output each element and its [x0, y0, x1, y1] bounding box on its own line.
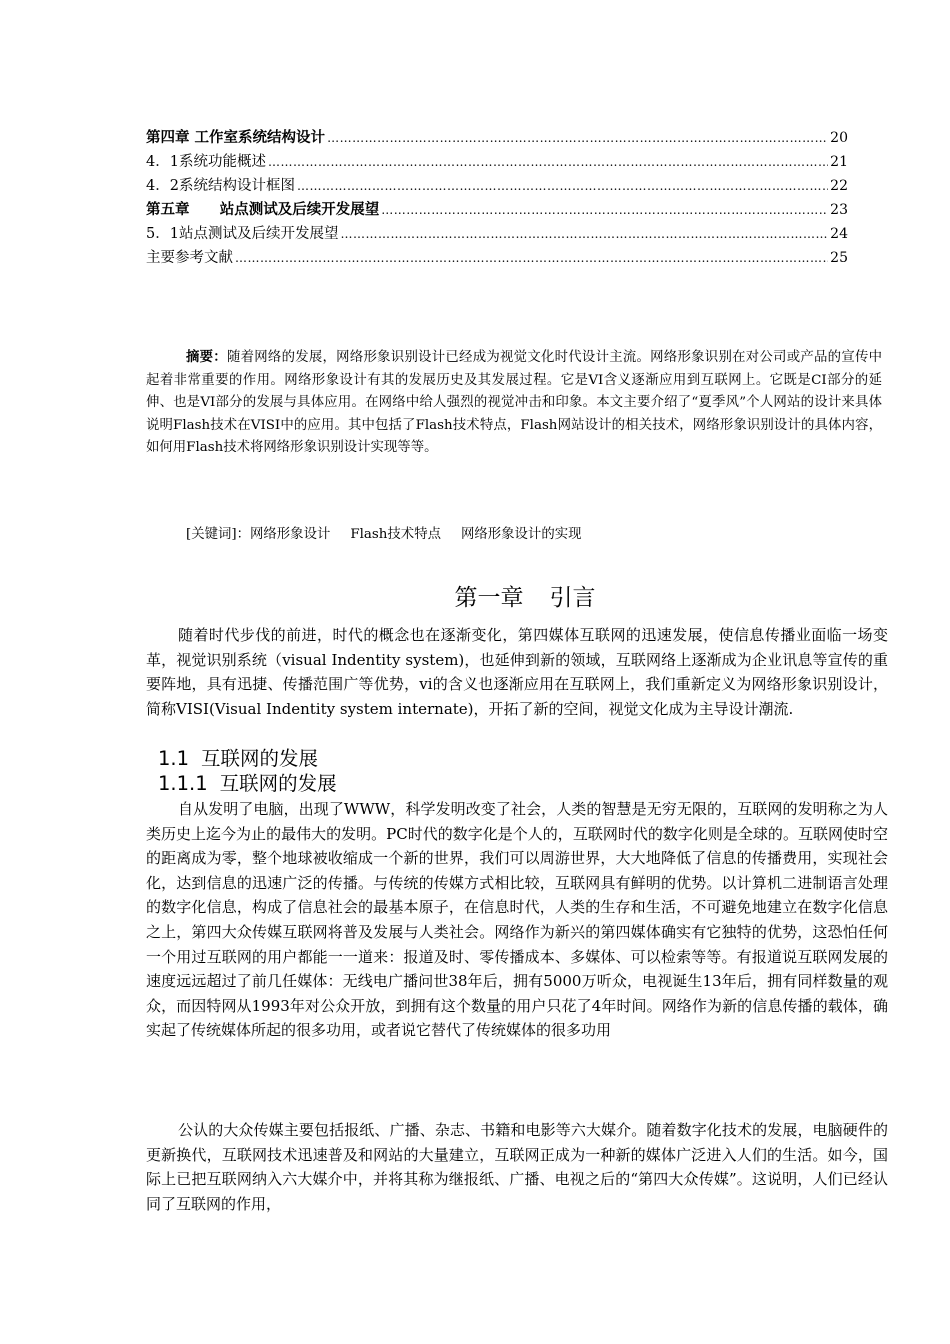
toc-entry-page: 23 — [830, 202, 848, 218]
keywords — [186, 524, 582, 546]
toc-entry-title: 4．2系统结构设计框图 — [146, 178, 295, 194]
abstract-text: 随着网络的发展，网络形象识别设计已经成为视觉文化时代设计主流。网络形象识别在对公司或产品的宣传中起着非常重要的作用。网络形象设计有其的发展历史及其发展过程。它是VI含义逐渐应用到互联网上。它既是CI部分的延伸、也是VI部分的发展与具体应用。在网络中给人强烈的视觉冲击和印象。本文主要介绍了“夏季风”个人网站的设计来具体说明Flash技术在VISI中的应用。其中包括了Flash技术特点，Flash网站设计的相关技术，网络形象识别设计的具体内容，如何用Flash技术将网络形象识别设计实现等等。 — [146, 350, 883, 455]
section-title: 互联网的发展 — [201, 747, 319, 770]
section-heading-1-1-1 — [158, 771, 337, 797]
toc-entry[interactable] — [146, 246, 848, 270]
keyword-item: 网络形象设计的实现 — [460, 527, 582, 542]
second-paragraph: 公认的大众传媒主要包括报纸、广播、杂志、书籍和电影等六大媒介。随着数字化技术的发展，电脑硬件的更新换代，互联网技术迅速普及和网站的大量建立，互联网正成为一种新的媒体广泛进入人们的生活。如今，国际上已把互联网纳入六大媒介中，并将其称为继报纸、广播、电视之后的“第四大众传媒”。这说明，人们已经认同了互联网的作用， — [146, 1121, 888, 1213]
toc-entry[interactable] — [146, 222, 848, 246]
abstract-label: 摘要： — [186, 350, 227, 365]
toc-leader-dots — [268, 150, 828, 174]
toc-entry[interactable] — [146, 150, 848, 174]
toc-leader-dots — [297, 174, 828, 198]
keywords-label: [关键词]： — [186, 527, 251, 542]
toc-leader-dots — [340, 222, 828, 246]
abstract — [146, 347, 882, 460]
toc-entry-page: 25 — [830, 250, 848, 266]
toc-entry-page: 21 — [830, 154, 848, 170]
toc-entry-page: 24 — [830, 226, 848, 242]
keyword-item: Flash技术特点 — [350, 527, 441, 542]
toc-entry[interactable] — [146, 126, 848, 150]
section-number: 1.1 — [158, 747, 190, 770]
toc-leader-dots — [381, 198, 828, 222]
toc-entry-page: 20 — [830, 130, 848, 146]
intro-paragraph: 随着时代步伐的前进，时代的概念也在逐渐变化，第四媒体互联网的迅速发展，使信息传播业面临一场变革，视觉识别系统（visual Indentity system)，也延伸到新的领域，互联网络上逐渐成为企业讯息等宣传的重要阵地，具有迅捷、传播范围广等优势，vi的含义也逐渐应用在互联网上，我们重新定义为网络形象识别设计，简称VISI(Visual Indentity system internate)，开拓了新的空间，视觉文化成为主导设计潮流. — [146, 626, 888, 718]
toc-entry-page: 22 — [830, 178, 848, 194]
toc-entry-title: 第四章 工作室系统结构设计 — [146, 130, 326, 146]
toc-leader-dots — [235, 246, 828, 270]
toc-entry[interactable] — [146, 198, 848, 222]
toc-entry-title: 主要参考文献 — [146, 250, 233, 266]
toc-entry-title: 5．1站点测试及后续开发展望 — [146, 226, 339, 242]
toc-leader-dots — [327, 126, 828, 150]
keyword-item: 网络形象设计 — [250, 527, 331, 542]
toc-entry-title: 第五章 站点测试及后续开发展望 — [146, 202, 380, 218]
toc-entry-title: 4．1系统功能概述 — [146, 154, 266, 170]
section-title: 互联网的发展 — [219, 772, 337, 795]
chapter-name: 引言 — [549, 585, 596, 611]
section-heading-1-1 — [158, 746, 318, 772]
toc-entry[interactable] — [146, 174, 848, 198]
chapter-number: 第一章 — [454, 585, 524, 611]
chapter-title — [0, 582, 950, 614]
section-paragraph: 自从发明了电脑，出现了WWW，科学发明改变了社会，人类的智慧是无穷无限的，互联网的发明称之为人类历史上迄今为止的最伟大的发明。PC时代的数字化是个人的，互联网时代的数字化则是全球的。互联网使时空的距离成为零，整个地球被收缩成一个新的世界，我们可以周游世界，大大地降低了信息的传播费用，实现社会化，达到信息的迅速广泛的传播。与传统的传媒方式相比较，互联网具有鲜明的优势。以计算机二进制语言处理的数字化信息，构成了信息社会的最基本原子，在信息时代，人类的生存和生活，不可避免地建立在数字化信息之上，第四大众传媒互联网将普及发展与人类社会。网络作为新兴的第四媒体确实有它独特的优势，这恐怕任何一个用过互联网的用户都能一一道来：报道及时、零传播成本、多媒体、可以检索等等。有报道说互联网发展的速度远远超过了前几任媒体：无线电广播问世38年后，拥有5000万听众，电视诞生13年后，拥有同样数量的观众，而因特网从1993年对公众开放，到拥有这个数量的用户只花了4年时间。网络作为新的信息传播的载体，确实起了传统媒体所起的很多功用，或者说它替代了传统媒体的很多功用 — [146, 800, 888, 1040]
table-of-contents — [146, 126, 848, 270]
section-number: 1.1.1 — [158, 772, 208, 795]
